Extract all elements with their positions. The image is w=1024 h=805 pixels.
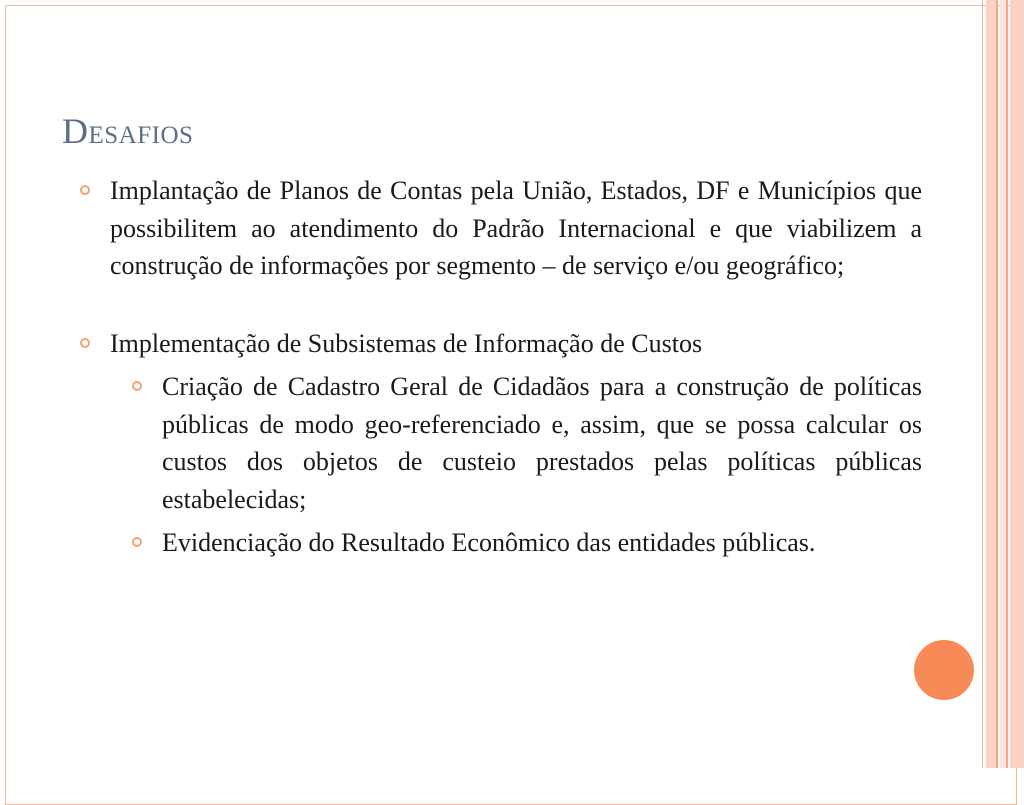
bullet-item — [80, 172, 922, 285]
slide-body — [80, 172, 922, 562]
sub-bullet-text: Criação de Cadastro Geral de Cidadãos para a construção de políticas públicas de modo geo-referenciado e, assim, que se possa calcular os custos dos objetos de custeio prestados pelas políticas públicas estabelecidas; — [162, 372, 922, 514]
bullet-text: Implementação de Subsistemas de Informação de Custos — [110, 328, 703, 358]
sub-bullet-item — [132, 368, 922, 518]
bullet-ring-icon — [132, 537, 142, 547]
sub-bullet-item — [132, 524, 922, 562]
bullet-ring-icon — [80, 338, 90, 348]
accent-circle — [914, 640, 974, 700]
slide-title: Desafios — [62, 111, 194, 151]
stripe — [1006, 0, 1008, 768]
bullet-text: Implantação de Planos de Contas pela União, Estados, DF e Municípios que possibilitem ao atendimento do Padrão Internacional e que viabilizem a construção de informações por segmento – de serviço e/ou geográfico; — [110, 176, 922, 280]
stripe — [986, 0, 996, 768]
bullet-ring-icon — [80, 185, 90, 195]
decorative-stripes — [982, 0, 1024, 768]
bullet-item — [80, 325, 922, 363]
stripe — [1010, 0, 1024, 768]
sub-bullet-text: Evidenciação do Resultado Econômico das entidades públicas. — [162, 528, 816, 557]
stripe — [982, 0, 983, 768]
stripe — [996, 0, 998, 768]
bullet-ring-icon — [132, 381, 142, 391]
